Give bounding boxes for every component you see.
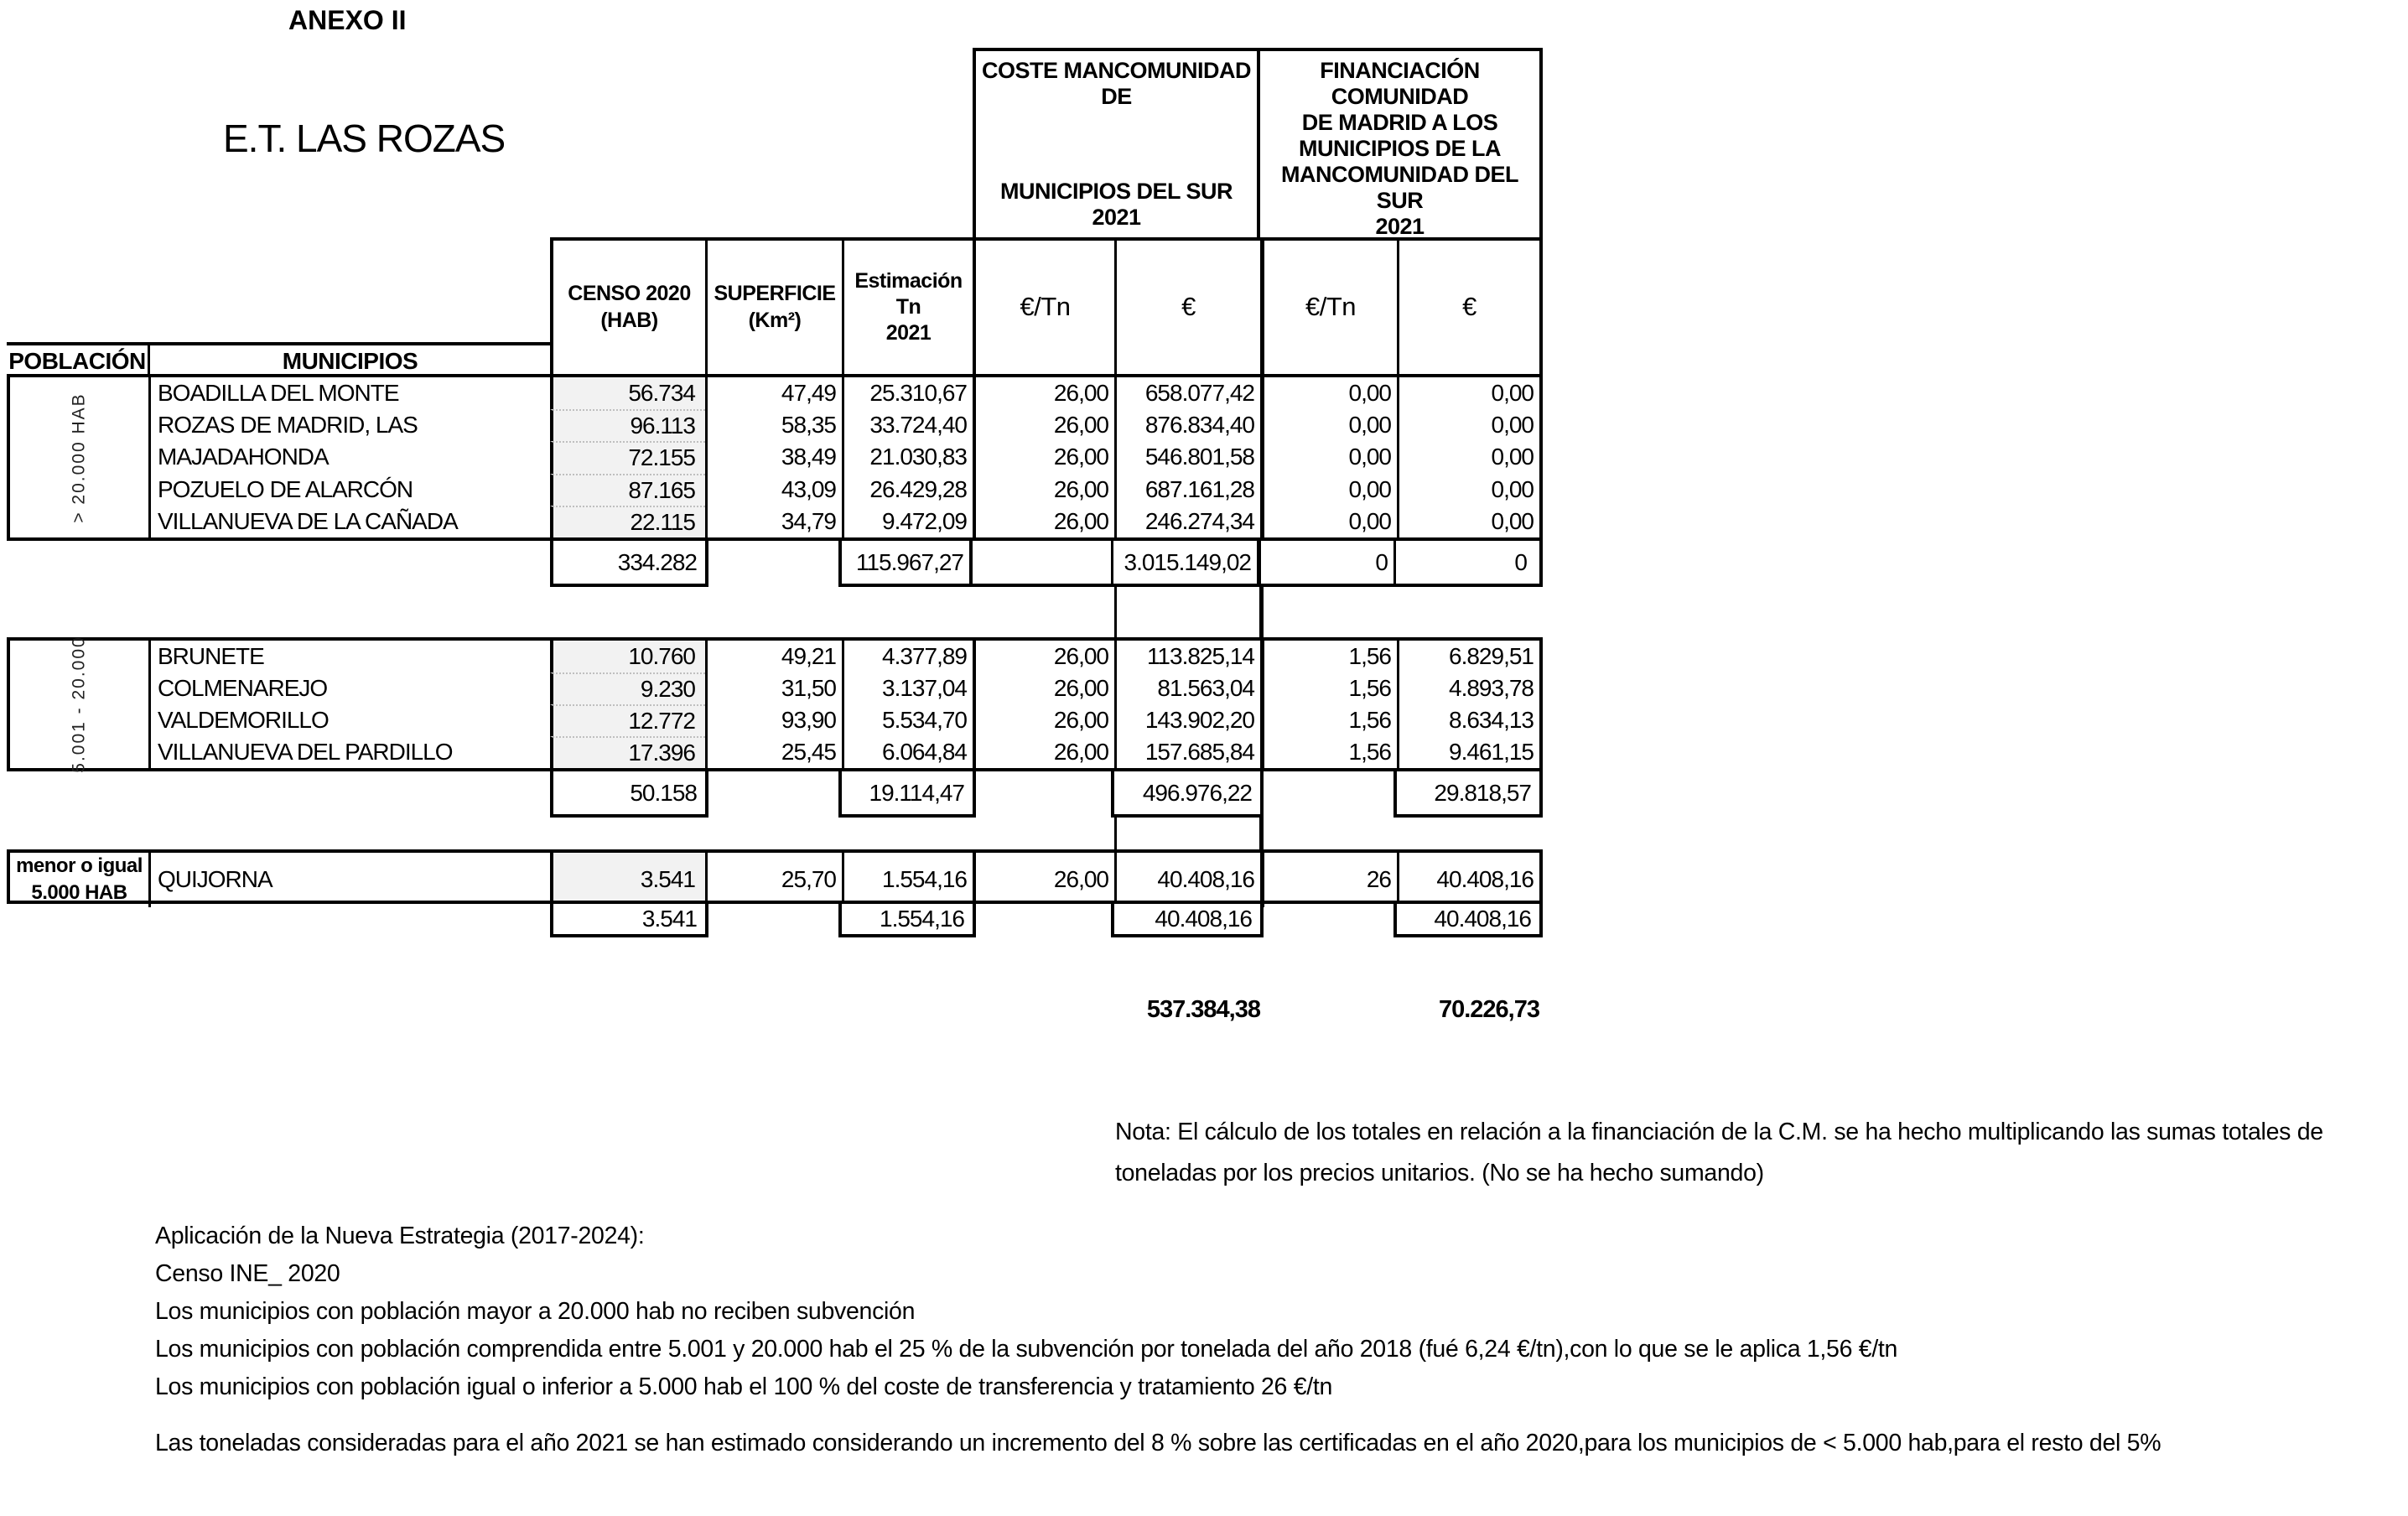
note-line: Aplicación de la Nueva Estrategia (2017-2024): [155, 1223, 645, 1249]
coste-eur-value: 546.801,58 [1114, 441, 1260, 473]
group3-censo-total: 3.541 [550, 901, 708, 937]
grand-total-coste: 537.384,38 [1146, 996, 1260, 1023]
fin-eur-value: 4.893,78 [1397, 672, 1539, 704]
coste-eur-value: 157.685,84 [1114, 736, 1260, 768]
fin-eur-total: 0 [1393, 541, 1533, 584]
fin-header-line1: FINANCIACIÓN COMUNIDAD [1320, 58, 1480, 109]
estimacion-value: 3.137,04 [842, 672, 973, 704]
estimacion-column-header [842, 241, 973, 374]
estimacion-header-l1: Estimación Tn [854, 268, 963, 319]
estimacion-value: 1.554,16 [842, 853, 973, 907]
fin-eur-value: 0,00 [1397, 474, 1539, 506]
coste-eur-tn-value: 26,00 [973, 704, 1114, 736]
coste-group-header [973, 48, 1260, 241]
coste-eur-tn-header: €/Tn [973, 241, 1114, 374]
group2-fin-eur-total: 29.818,57 [1393, 768, 1543, 818]
estimacion-value: 9.472,09 [842, 506, 973, 537]
estimacion-value: 25.310,67 [842, 377, 973, 409]
group-band-menor-5000 [7, 849, 1543, 904]
coste-eur-column-stub [1114, 818, 1264, 853]
estimacion-value: 33.724,40 [842, 409, 973, 441]
superficie-value: 43,09 [705, 474, 842, 506]
note-line: Los municipios con población igual o inferior a 5.000 hab el 100 % del coste de transferencia y tratamiento 26 €/tn [155, 1373, 1333, 1400]
fin-eur-tn-value: 0,00 [1260, 474, 1397, 506]
superficie-value: 93,90 [705, 704, 842, 736]
footnotes [155, 1217, 2335, 1462]
superficie-value: 25,45 [705, 736, 842, 768]
grand-total-financiacion: 70.226,73 [1438, 996, 1539, 1023]
censo-value: 12.772 [550, 704, 705, 736]
column-header-row [550, 237, 1543, 377]
fin-eur-value: 9.461,15 [1397, 736, 1539, 768]
coste-eur-tn-value: 26,00 [973, 672, 1114, 704]
fin-eur-value: 0,00 [1397, 377, 1539, 409]
group3-coste-eur-total: 40.408,16 [1111, 901, 1264, 937]
fin-header-line5: 2021 [1375, 214, 1425, 239]
censo-value: 87.165 [550, 474, 705, 506]
coste-eur-tn-value: 26,00 [973, 641, 1114, 672]
coste-eur-tn-value: 26,00 [973, 853, 1114, 907]
superficie-value: 47,49 [705, 377, 842, 409]
fin-eur-header: € [1397, 241, 1539, 374]
coste-eur-tn-value: 26,00 [973, 377, 1114, 409]
fin-eur-tn-value: 0,00 [1260, 377, 1397, 409]
superficie-header-l2: (Km²) [748, 308, 802, 332]
coste-eur-value: 113.825,14 [1114, 641, 1260, 672]
superficie-column-header [705, 241, 842, 374]
group3-label-l1: menor o igual [16, 854, 143, 877]
nota-line2: toneladas por los precios unitarios. (No se ha hecho sumando) [1115, 1160, 1764, 1186]
coste-eur-tn-value: 26,00 [973, 506, 1114, 537]
superficie-value: 58,35 [705, 409, 842, 441]
municipios-header: MUNICIPIOS [148, 345, 550, 377]
group3-fin-eur-total: 40.408,16 [1393, 901, 1543, 937]
fin-eur-tn-value: 0,00 [1260, 409, 1397, 441]
coste-eur-tn-value: 26,00 [973, 736, 1114, 768]
estimacion-value: 21.030,83 [842, 441, 973, 473]
group3-label [16, 853, 143, 907]
coste-eur-value: 246.274,34 [1114, 506, 1260, 537]
group2-label: 5.001 - 20.000 [69, 636, 89, 773]
municipality-name: VILLANUEVA DEL PARDILLO [148, 736, 550, 768]
fin-eur-value: 0,00 [1397, 441, 1539, 473]
superficie-value: 31,50 [705, 672, 842, 704]
estimacion-header-l2: 2021 [885, 321, 932, 345]
note-footer: Las toneladas consideradas para el año 2021 se han estimado considerando un incremento del 8 % sobre las certificadas en el año 2020,para los municipios de < 5.000 hab,para el resto del 5% [155, 1430, 2161, 1456]
coste-eur-value: 687.161,28 [1114, 474, 1260, 506]
fin-eur-value: 6.829,51 [1397, 641, 1539, 672]
group3-label-l2: 5.000 HAB [31, 881, 127, 905]
censo-value: 56.734 [550, 377, 705, 409]
group3-label-cell [10, 853, 148, 907]
fin-eur-value: 0,00 [1397, 409, 1539, 441]
municipality-name: MAJADAHONDA [148, 441, 550, 473]
group1-label-cell [10, 377, 148, 537]
estimacion-value: 4.377,89 [842, 641, 973, 672]
coste-eur-tn-value: 26,00 [973, 474, 1114, 506]
group-band-5001-20000 [7, 637, 1543, 771]
coste-eur-value: 81.563,04 [1114, 672, 1260, 704]
group1-totals-row [838, 537, 1543, 587]
superficie-header-l1: SUPERFICIE [714, 282, 836, 306]
coste-header-line2: MUNICIPIOS DEL SUR 2021 [999, 179, 1233, 230]
station-title: E.T. LAS ROZAS [223, 117, 506, 160]
nota-text [1115, 1112, 2398, 1194]
financiacion-group-header [1260, 48, 1543, 241]
note-line: Censo INE_ 2020 [155, 1260, 340, 1287]
fin-eur-tn-value: 1,56 [1260, 641, 1397, 672]
fin-eur-tn-header: €/Tn [1260, 241, 1397, 374]
fin-eur-tn-total: 0 [1257, 541, 1393, 584]
censo-value: 17.396 [550, 736, 705, 768]
superficie-value: 49,21 [705, 641, 842, 672]
fin-header-line4: MANCOMUNIDAD DEL SUR [1281, 162, 1518, 213]
group2-estimacion-total: 19.114,47 [838, 768, 976, 818]
estimacion-value: 6.064,84 [842, 736, 973, 768]
fin-eur-tn-value: 1,56 [1260, 672, 1397, 704]
fin-eur-tn-value: 0,00 [1260, 506, 1397, 537]
estimacion-value: 26.429,28 [842, 474, 973, 506]
fin-header-line2: DE MADRID A LOS [1301, 110, 1498, 135]
group2-censo-total: 50.158 [550, 768, 708, 818]
coste-eur-value: 876.834,40 [1114, 409, 1260, 441]
fin-eur-tn-value: 1,56 [1260, 704, 1397, 736]
censo-value: 3.541 [550, 853, 705, 907]
coste-eur-tn-value: 26,00 [973, 441, 1114, 473]
coste-eur-value: 143.902,20 [1114, 704, 1260, 736]
annex-title: ANEXO II [288, 5, 407, 35]
coste-eur-tn-value: 26,00 [973, 409, 1114, 441]
group2-coste-eur-total: 496.976,22 [1111, 768, 1264, 818]
municipality-name: BOADILLA DEL MONTE [148, 377, 550, 409]
superficie-value: 25,70 [705, 853, 842, 907]
municipality-name: POZUELO DE ALARCÓN [148, 474, 550, 506]
censo-header-l2: (HAB) [600, 308, 658, 332]
coste-eur-value: 40.408,16 [1114, 853, 1260, 907]
poblacion-header: POBLACIÓN [8, 348, 146, 374]
municipality-name: ROZAS DE MADRID, LAS [148, 409, 550, 441]
group2-label-cell [10, 636, 148, 773]
municipality-name: QUIJORNA [148, 853, 550, 907]
fin-eur-value: 0,00 [1397, 506, 1539, 537]
municipality-name: COLMENAREJO [148, 672, 550, 704]
estimacion-total: 115.967,27 [855, 548, 963, 575]
fin-header-line3: MUNICIPIOS DE LA [1298, 136, 1501, 161]
superficie-value: 34,79 [705, 506, 842, 537]
note-line: Los municipios con población mayor a 20.000 hab no reciben subvención [155, 1298, 916, 1325]
municipality-name: BRUNETE [148, 641, 550, 672]
censo-value: 10.760 [550, 641, 705, 672]
group1-censo-total: 334.282 [550, 537, 708, 587]
censo-value: 22.115 [550, 506, 705, 537]
coste-eur-column-stub [1114, 587, 1264, 641]
superficie-value: 38,49 [705, 441, 842, 473]
group1-label: > 20.000 HAB [69, 392, 89, 523]
fin-eur-value: 8.634,13 [1397, 704, 1539, 736]
fin-eur-tn-value: 0,00 [1260, 441, 1397, 473]
censo-value: 9.230 [550, 672, 705, 704]
coste-eur-total: 3.015.149,02 [1111, 541, 1257, 584]
coste-eur-tn-total-empty [969, 541, 1111, 584]
nota-line1: Nota: El cálculo de los totales en relación a la financiación de la C.M. se ha hecho multiplicando las sumas totales de [1115, 1119, 2323, 1145]
estimacion-value: 5.534,70 [842, 704, 973, 736]
fin-eur-tn-value: 26 [1260, 853, 1397, 907]
municipality-name: VALDEMORILLO [148, 704, 550, 736]
group3-estimacion-total: 1.554,16 [838, 901, 976, 937]
coste-eur-value: 658.077,42 [1114, 377, 1260, 409]
fin-eur-value: 40.408,16 [1397, 853, 1539, 907]
censo-value: 72.155 [550, 441, 705, 473]
note-spacer [155, 1406, 2335, 1425]
censo-value: 96.113 [550, 409, 705, 441]
censo-header-l1: CENSO 2020 [568, 282, 691, 306]
group-band-mayor-20000 [7, 374, 1543, 541]
note-line: Los municipios con población comprendida entre 5.001 y 20.000 hab el 25 % de la subvención por tonelada del año 2018 (fué 6,24 €/tn),con lo que se le aplica 1,56 €/tn [155, 1336, 1898, 1363]
fin-eur-tn-value: 1,56 [1260, 736, 1397, 768]
coste-eur-header: € [1114, 241, 1260, 374]
censo-column-header [553, 241, 705, 374]
municipality-name: VILLANUEVA DE LA CAÑADA [148, 506, 550, 537]
coste-header-line1: COSTE MANCOMUNIDAD DE [982, 58, 1251, 109]
